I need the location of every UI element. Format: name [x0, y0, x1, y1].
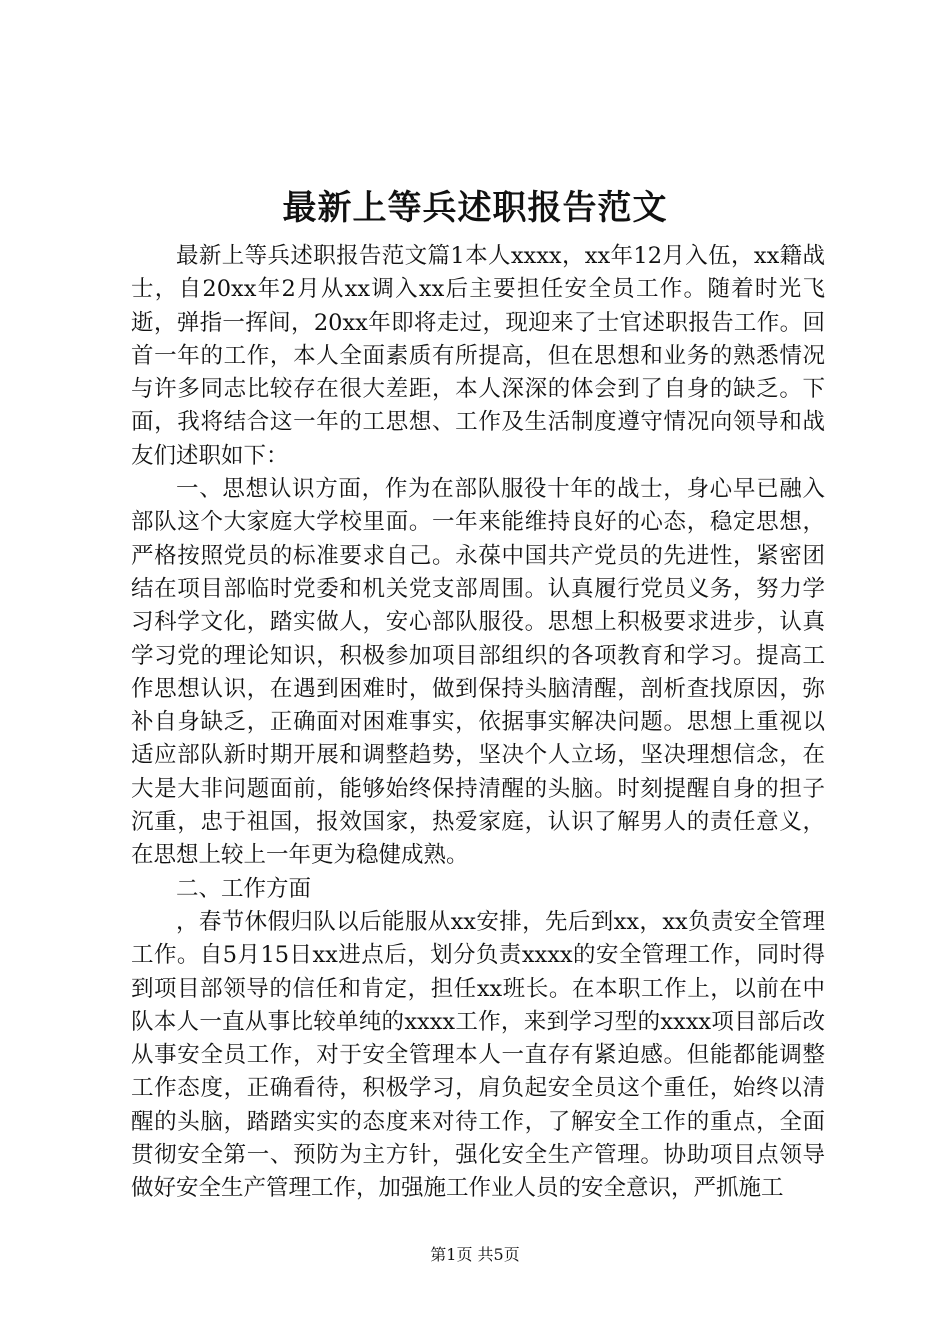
paragraph-work: ，春节休假归队以后能服从xx安排，先后到xx，xx负责安全管理工作。自5月15日xx进点后，划分负责xxxx的安全管理工作，同时得到项目部领导的信任和肯定，担任xx班长。在本职工作上，以前在中队本人一直从事比较单纯的xxxx工作，来到学习型的xxxx项目部后改从事安全员工作，对于安全管理本人一直存有紧迫感。但能都能调整工作态度，正确看待，积极学习，肩负起安全员这个重任，始终以清醒的头脑，踏踏实实的态度来对待工作，了解安全工作的重点，全面贯彻安全第一、预防为主方针，强化安全生产管理。协助项目点领导做好安全生产管理工作，加强施工作业人员的安全意识，严抓施工	[131, 908, 825, 1202]
document-title: 最新上等兵述职报告范文	[282, 188, 668, 228]
document-body	[131, 240, 825, 1206]
paragraph-thought: 一、思想认识方面，作为在部队服役十年的战士，身心早已融入部队这个大家庭大学校里面。一年来能维持良好的心态，稳定思想，严格按照党员的标准要求自己。永葆中国共产党员的先进性，紧密团结在项目部临时党委和机关党支部周围。认真履行党员义务，努力学习科学文化，踏实做人，安心部队服役。思想上积极要求进步，认真学习党的理论知识，积极参加项目部组织的各项教育和学习。提高工作思想认识，在遇到困难时，做到保持头脑清醒，剖析查找原因，弥补自身缺乏，正确面对困难事实，依据事实解决问题。思想上重视以适应部队新时期开展和调整趋势，坚决个人立场，坚决理想信念，在大是大非问题面前，能够始终保持清醒的头脑。时刻提醒自身的担子沉重，忠于祖国，报效国家，热爱家庭，认识了解男人的责任意义，在思想上较上一年更为稳健成熟。	[131, 476, 825, 869]
page-number: 第1页 共5页	[430, 1245, 520, 1264]
section-heading-work: 二、工作方面	[176, 875, 312, 902]
paragraph-intro: 最新上等兵述职报告范文篇1本人xxxx，xx年12月入伍，xx籍战士，自20xx年2月从xx调入xx后主要担任安全员工作。随着时光飞逝，弹指一挥间，20xx年即将走过，现迎来了士官述职报告工作。回首一年的工作，本人全面素质有所提高，但在思想和业务的熟悉情况与许多同志比较存在很大差距，本人深深的体会到了自身的缺乏。下面，我将结合这一年的工思想、工作及生活制度遵守情况向领导和战友们述职如下：	[131, 243, 825, 469]
